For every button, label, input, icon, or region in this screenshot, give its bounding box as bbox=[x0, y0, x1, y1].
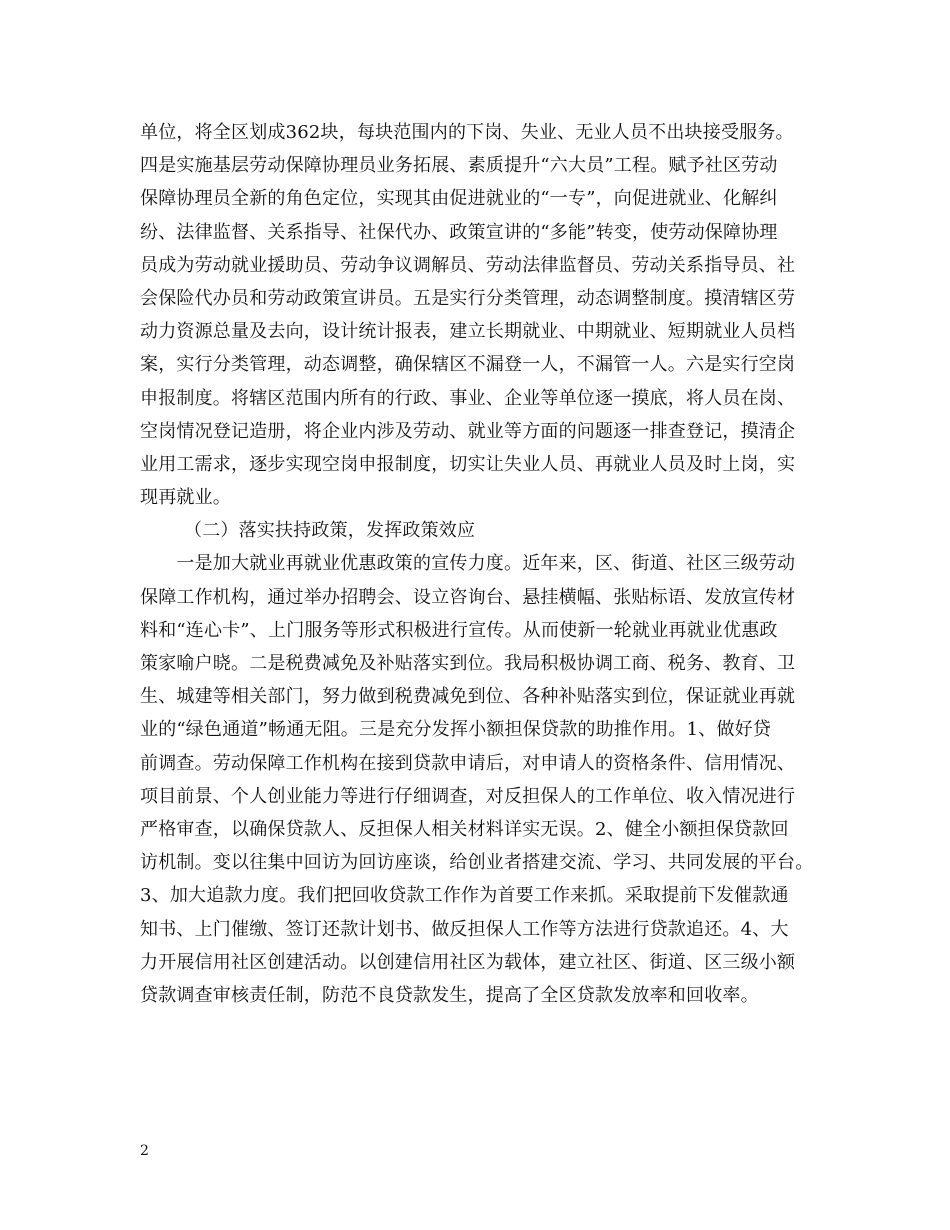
text-line: 业的“绿色通道”畅通无阻。三是充分发挥小额担保贷款的助推作用。1、做好贷 bbox=[140, 719, 772, 741]
text-line: 项目前景、个人创业能力等进行仔细调查，对反担保人的工作单位、收入情况进行 bbox=[140, 785, 796, 807]
text-line: 前调查。劳动保障工作机构在接到贷款申请后，对申请人的资格条件、信用情况、 bbox=[140, 752, 796, 774]
text-line: 料和“连心卡”、上门服务等形式积极进行宣传。从而使新一轮就业再就业优惠政 bbox=[140, 619, 778, 641]
text-line: 保障工作机构，通过举办招聘会、设立咨询台、悬挂横幅、张贴标语、发放宣传材 bbox=[140, 586, 796, 608]
text-line: 现再就业。 bbox=[140, 487, 231, 509]
paragraph-2 bbox=[140, 547, 814, 1012]
text-line: 生、城建等相关部门，努力做到税费减免到位、各种补贴落实到位，保证就业再就 bbox=[140, 686, 796, 708]
text-line: 单位，将全区划成362块，每块范围内的下岗、失业、无业人员不出块接受服务。 bbox=[140, 122, 794, 143]
text-line: 员成为劳动就业援助员、劳动争议调解员、劳动法律监督员、劳动关系指导员、社 bbox=[140, 254, 796, 276]
text-line: 动力资源总量及去向，设计统计报表，建立长期就业、中期就业、短期就业人员档 bbox=[140, 321, 796, 343]
section-heading: （二）落实扶持政策，发挥政策效应 bbox=[184, 520, 476, 542]
text-line: 保障协理员全新的角色定位，实现其由促进就业的“一专”，向促进就业、化解纠 bbox=[140, 188, 778, 210]
text-line: 案，实行分类管理，动态调整，确保辖区不漏登一人，不漏管一人。六是实行空岗 bbox=[140, 354, 796, 376]
text-line: 严格审查，以确保贷款人、反担保人相关材料详实无误。2、健全小额担保贷款回 bbox=[140, 818, 789, 840]
text-line: 贷款调查审核责任制，防范不良贷款发生，提高了全区贷款发放率和回收率。 bbox=[140, 984, 759, 1006]
text-line: 访机制。变以往集中回访为回访座谈，给创业者搭建交流、学习、共同发展的平台。 bbox=[140, 852, 814, 874]
paragraph-1 bbox=[140, 116, 814, 514]
text-line: 空岗情况登记造册，将企业内涉及劳动、就业等方面的问题逐一排查登记，摸清企 bbox=[140, 420, 796, 442]
text-line: 一是加大就业再就业优惠政策的宣传力度。近年来，区、街道、社区三级劳动 bbox=[140, 553, 796, 575]
text-line: 业用工需求，逐步实现空岗申报制度，切实让失业人员、再就业人员及时上岗，实 bbox=[140, 453, 796, 475]
text-line: 3、加大追款力度。我们把回收贷款工作作为首要工作来抓。采取提前下发催款通 bbox=[140, 885, 789, 907]
text-line: 力开展信用社区创建活动。以创建信用社区为载体，建立社区、街道、区三级小额 bbox=[140, 951, 796, 973]
document-body bbox=[140, 116, 814, 1012]
text-line: 会保险代办员和劳动政策宣讲员。五是实行分类管理，动态调整制度。摸清辖区劳 bbox=[140, 287, 796, 309]
page-number: 2 bbox=[140, 1143, 149, 1159]
text-line: 纷、法律监督、关系指导、社保代办、政策宣讲的“多能”转变，使劳动保障协理 bbox=[140, 221, 778, 243]
text-line: 策家喻户晓。二是税费减免及补贴落实到位。我局积极协调工商、税务、教育、卫 bbox=[140, 653, 796, 674]
text-line: 四是实施基层劳动保障协理员业务拓展、素质提升“六大员”工程。赋予社区劳动 bbox=[140, 155, 778, 177]
text-line: 知书、上门催缴、签订还款计划书、做反担保人工作等方法进行贷款追还。4、大 bbox=[140, 918, 789, 940]
text-line: 申报制度。将辖区范围内所有的行政、事业、企业等单位逐一摸底，将人员在岗、 bbox=[140, 387, 796, 409]
